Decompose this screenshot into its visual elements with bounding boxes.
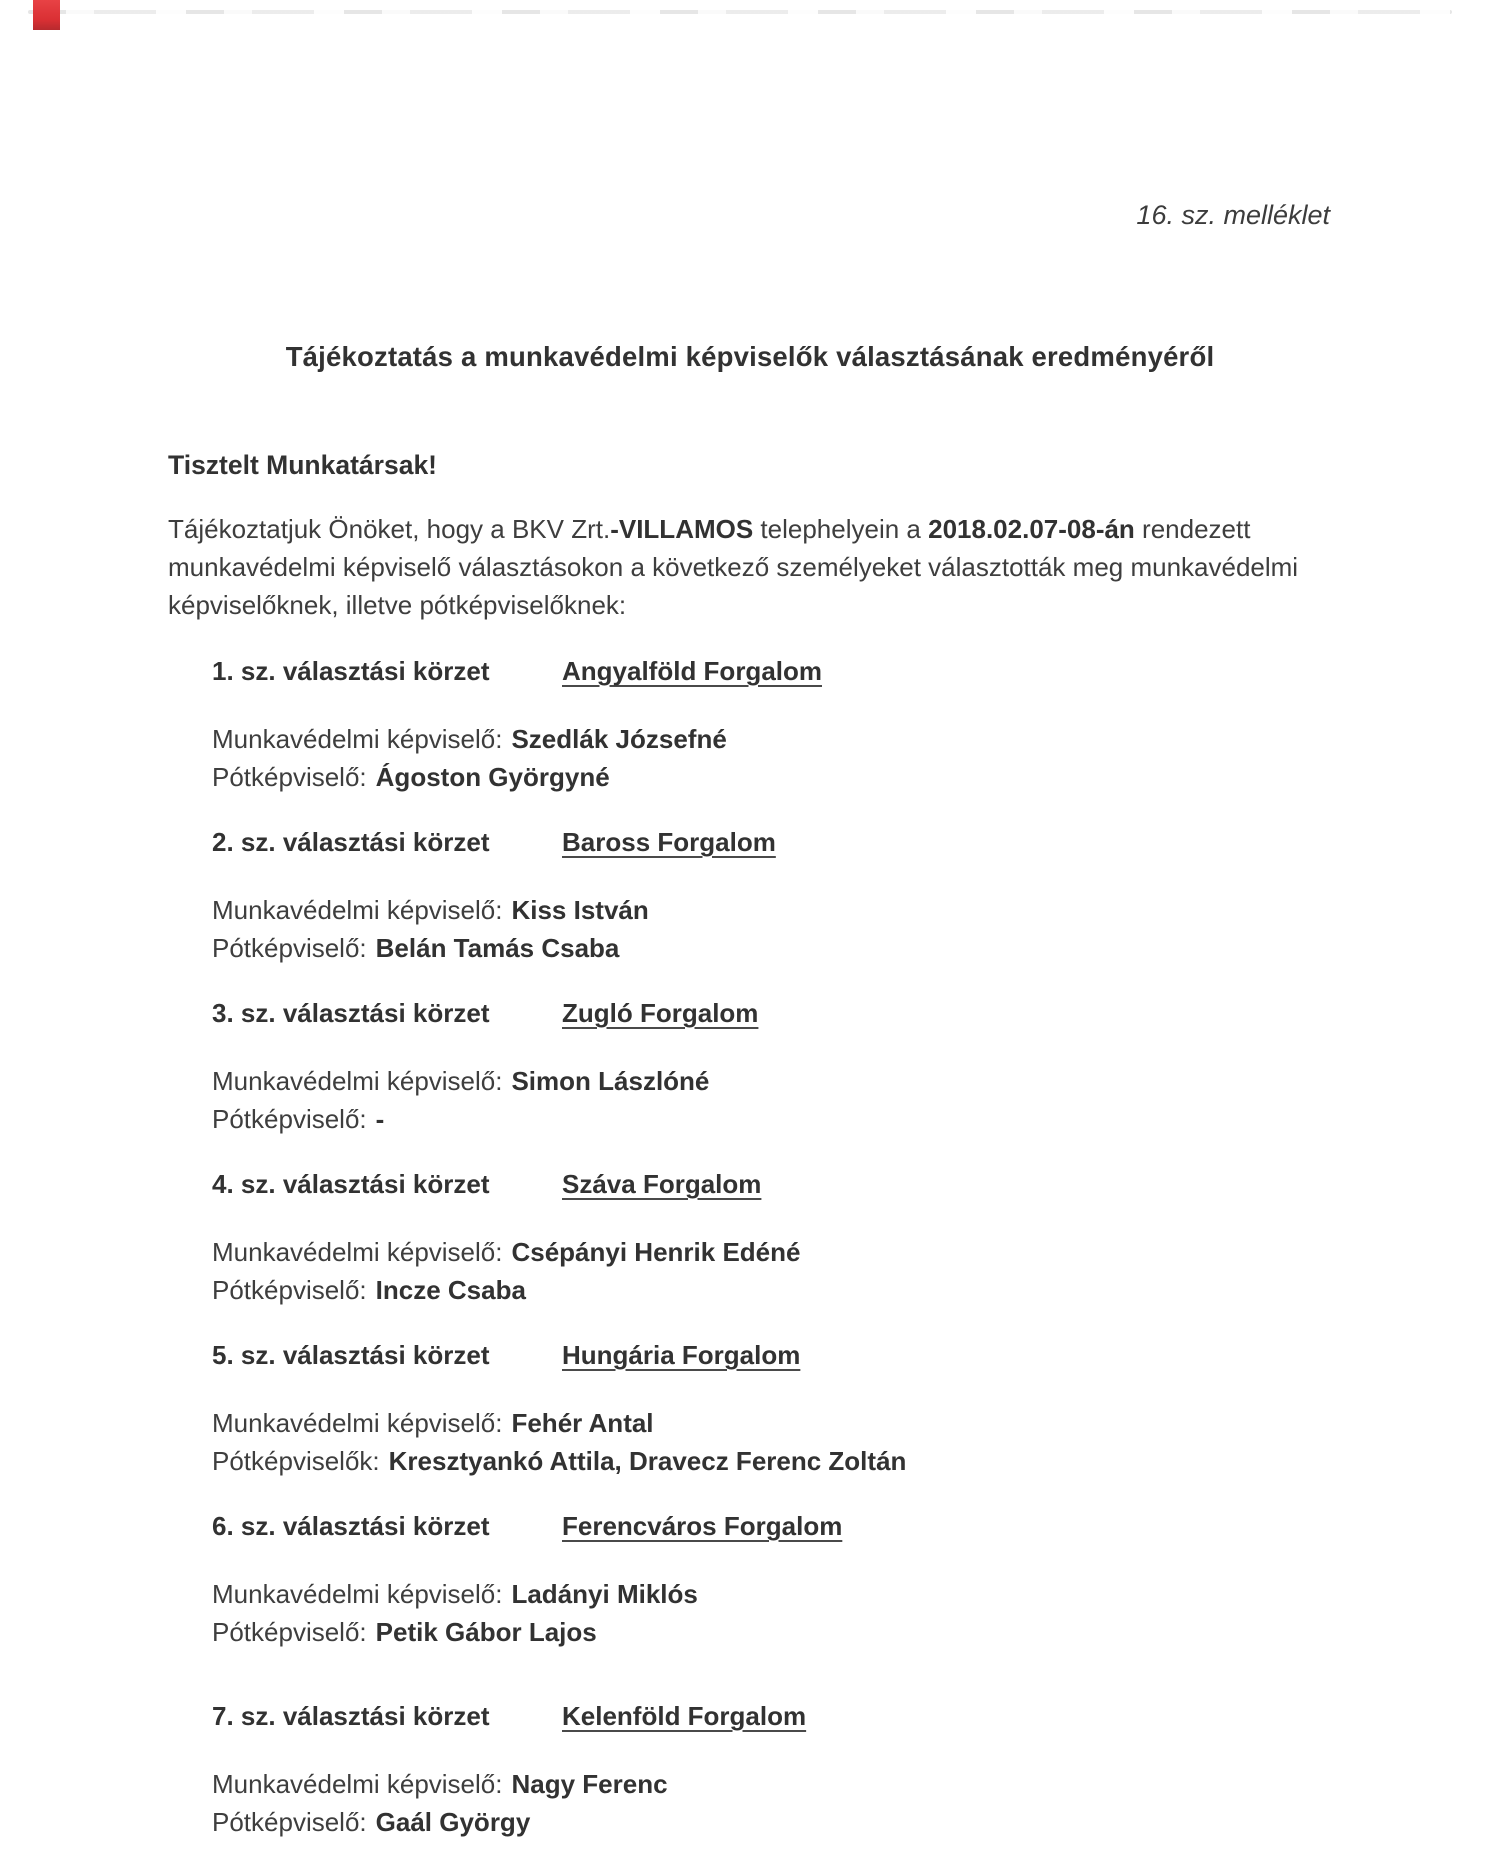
red-scan-mark: [33, 0, 60, 30]
deputy-label: Pótképviselő:: [212, 762, 367, 792]
representative-name: Kiss István: [511, 895, 649, 925]
deputy-name: Kresztyankó Attila, Dravecz Ferenc Zoltán: [388, 1446, 907, 1476]
district-location: Száva Forgalom: [562, 1169, 762, 1199]
district-2-header: [212, 823, 1500, 861]
district-number: 5. sz. választási körzet: [212, 1340, 490, 1370]
attachment-annotation: 16. sz. melléklet: [1136, 200, 1330, 230]
district-location: Ferencváros Forgalom: [562, 1511, 843, 1541]
district-3: [212, 994, 1500, 1138]
deputy-name: Belán Tamás Csaba: [375, 933, 620, 963]
representative-label: Munkavédelmi képviselő:: [212, 1237, 503, 1267]
representative-name: Ladányi Miklós: [511, 1579, 698, 1609]
deputy-name: Incze Csaba: [375, 1275, 526, 1305]
district-location: Hungária Forgalom: [562, 1340, 801, 1370]
intro-seg1: Tájékoztatjuk Önöket, hogy a BKV Zrt.: [168, 514, 611, 544]
representative-label: Munkavédelmi képviselő:: [212, 895, 503, 925]
district-4-deputy: [212, 1271, 1500, 1309]
intro-seg3: telephelyein a: [753, 514, 929, 544]
page-title: Tájékoztatás a munkavédelmi képviselők választásának eredményéről: [285, 341, 1215, 372]
deputy-name: Petik Gábor Lajos: [375, 1617, 597, 1647]
intro-seg5: rendezett munkavédelmi képviselő választásokon a következő személyeket választották meg munkavédelmi képviselőknek, illetve pótképviselőknek:: [168, 514, 1299, 620]
district-4: [212, 1165, 1500, 1309]
deputy-name: Ágoston Györgyné: [375, 762, 610, 792]
district-1: [212, 652, 1500, 796]
district-5-header: [212, 1336, 1500, 1374]
district-number: 6. sz. választási körzet: [212, 1511, 490, 1541]
district-7-representative: [212, 1765, 1500, 1803]
district-list: [212, 652, 1500, 1841]
district-3-representative: [212, 1062, 1500, 1100]
district-7-header: [212, 1697, 1500, 1735]
district-5: [212, 1336, 1500, 1480]
district-location: Angyalföld Forgalom: [562, 656, 822, 686]
district-6-representative: [212, 1575, 1500, 1613]
deputy-name: Gaál György: [375, 1807, 531, 1837]
salutation: Tisztelt Munkatársak!: [168, 450, 438, 480]
district-2-representative: [212, 891, 1500, 929]
district-2: [212, 823, 1500, 967]
deputy-label: Pótképviselők:: [212, 1446, 380, 1476]
district-number: 2. sz. választási körzet: [212, 827, 490, 857]
district-6: [212, 1507, 1500, 1651]
representative-label: Munkavédelmi képviselő:: [212, 724, 503, 754]
district-6-header: [212, 1507, 1500, 1545]
deputy-label: Pótképviselő:: [212, 1275, 367, 1305]
district-6-deputy: [212, 1613, 1500, 1651]
district-number: 7. sz. választási körzet: [212, 1701, 490, 1731]
district-number: 4. sz. választási körzet: [212, 1169, 490, 1199]
district-1-representative: [212, 720, 1500, 758]
deputy-label: Pótképviselő:: [212, 933, 367, 963]
deputy-label: Pótképviselő:: [212, 1617, 367, 1647]
representative-name: Szedlák Józsefné: [511, 724, 727, 754]
district-1-header: [212, 652, 1500, 690]
representative-label: Munkavédelmi képviselő:: [212, 1408, 503, 1438]
district-4-header: [212, 1165, 1500, 1203]
district-5-deputy: [212, 1442, 1500, 1480]
representative-label: Munkavédelmi képviselő:: [212, 1769, 503, 1799]
district-location: Kelenföld Forgalom: [562, 1701, 807, 1731]
district-3-deputy: [212, 1100, 1500, 1138]
district-5-representative: [212, 1404, 1500, 1442]
district-7-deputy: [212, 1803, 1500, 1841]
representative-name: Nagy Ferenc: [511, 1769, 668, 1799]
district-number: 3. sz. választási körzet: [212, 998, 490, 1028]
district-4-representative: [212, 1233, 1500, 1271]
district-1-deputy: [212, 758, 1500, 796]
district-7: [212, 1697, 1500, 1841]
scan-artifact-line: [28, 10, 1452, 14]
representative-label: Munkavédelmi képviselő:: [212, 1579, 503, 1609]
district-2-deputy: [212, 929, 1500, 967]
deputy-label: Pótképviselő:: [212, 1104, 367, 1134]
representative-label: Munkavédelmi képviselő:: [212, 1066, 503, 1096]
representative-name: Fehér Antal: [511, 1408, 654, 1438]
deputy-label: Pótképviselő:: [212, 1807, 367, 1837]
deputy-name: -: [375, 1104, 385, 1134]
representative-name: Simon Lászlóné: [511, 1066, 710, 1096]
intro-seg4-bold: 2018.02.07-08-án: [928, 514, 1135, 544]
district-3-header: [212, 994, 1500, 1032]
intro-seg2-bold: -VILLAMOS: [610, 514, 754, 544]
district-location: Baross Forgalom: [562, 827, 776, 857]
representative-name: Csépányi Henrik Edéné: [511, 1237, 801, 1267]
intro-paragraph: [168, 510, 1303, 624]
district-number: 1. sz. választási körzet: [212, 656, 490, 686]
district-location: Zugló Forgalom: [562, 998, 759, 1028]
